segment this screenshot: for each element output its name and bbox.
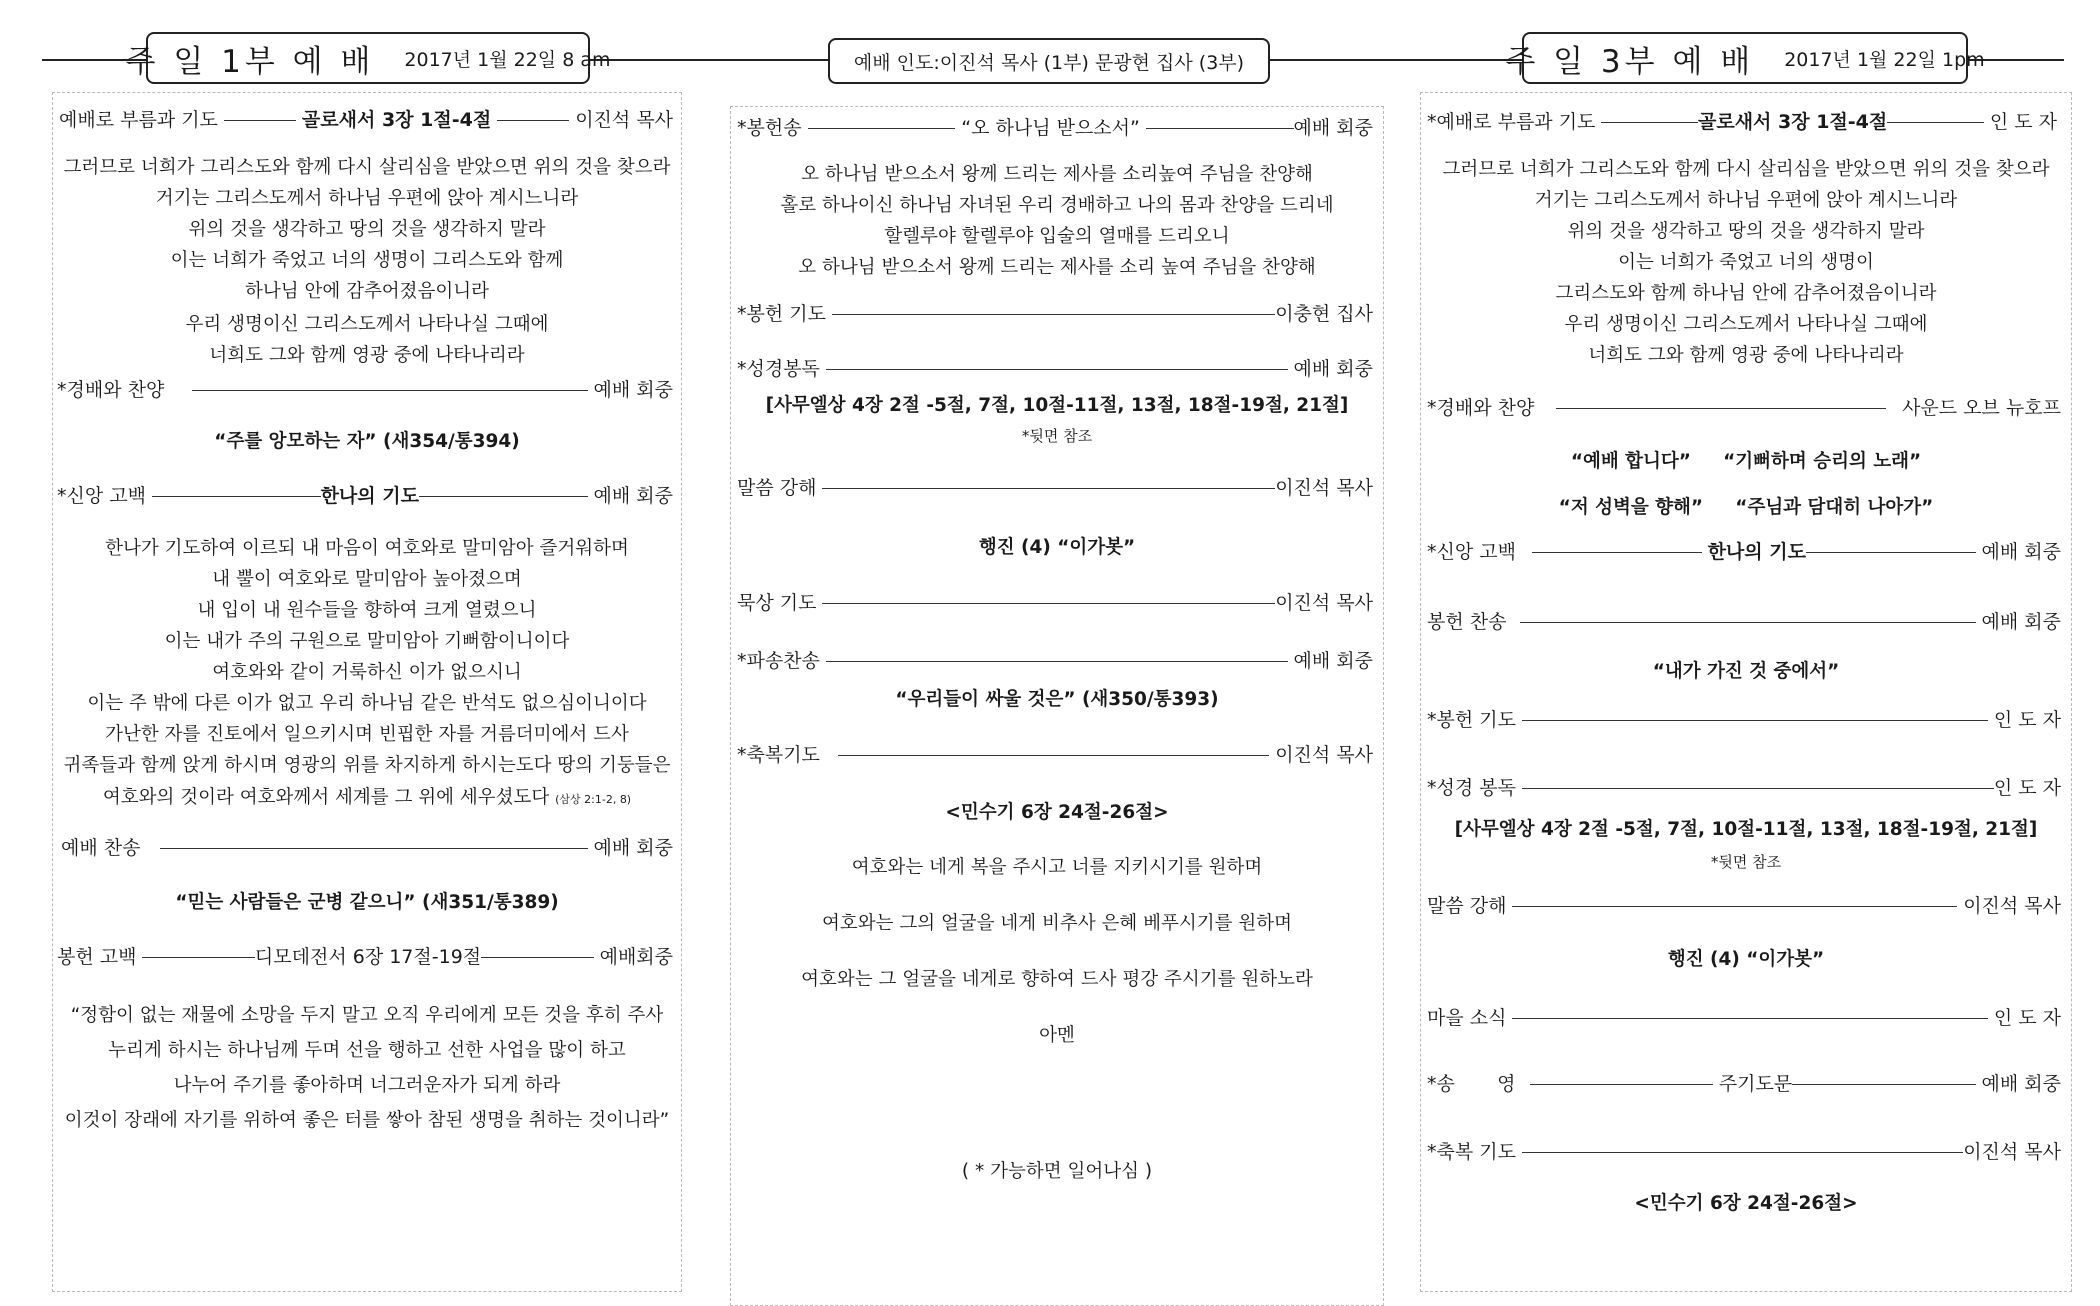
stand-note: ( * 가능하면 일어나심 ) — [961, 1161, 1153, 1182]
silent-prayer-row — [731, 590, 1383, 616]
offering-lyric-line: 오 하나님 받으소서 왕께 드리는 제사를 소리높여 주님을 찬양해 — [801, 164, 1313, 185]
leader-line — [1556, 408, 1886, 409]
benediction-passage: <민수기 6장 24절-26절> — [1634, 1193, 1858, 1214]
leader-line — [497, 120, 569, 121]
sending-hymn-label: *파송찬송 — [737, 650, 820, 672]
leader-line — [1792, 1084, 1975, 1085]
sermon-title: 행진 (4) “이가봇” — [1667, 949, 1825, 970]
creed-row — [53, 483, 681, 509]
benediction-leader: 이진석 목사 — [1275, 744, 1373, 766]
call-text-line: 거기는 그리스도께서 하나님 우편에 앉아 계시느니라 — [1534, 190, 1958, 211]
service3-header — [1505, 32, 1985, 84]
sermon-leader: 이진석 목사 — [1963, 895, 2061, 917]
offering-passage: 디모데전서 6장 17절-19절 — [254, 946, 482, 968]
leader-line — [152, 496, 321, 497]
news-label: 마을 소식 — [1427, 1007, 1507, 1029]
hymn-leader: 예배 회중 — [593, 837, 673, 859]
creed-text-line: 여호와와 같이 거룩하신 이가 없으시니 — [212, 662, 522, 683]
benediction-text-line: 여호와는 네게 복을 주시고 너를 지키시기를 원하며 — [851, 857, 1263, 878]
sermon-title: 행진 (4) “이가봇” — [978, 537, 1136, 558]
praise-label: *경배와 찬양 — [57, 379, 165, 401]
leader-line — [1601, 122, 1698, 123]
leader-line — [1520, 622, 1975, 623]
hymn-row — [53, 835, 681, 861]
benediction-passage: <민수기 6장 24절-26절> — [945, 802, 1169, 823]
offering-text-line: 나누어 주기를 좋아하며 너그러운자가 되게 하라 — [173, 1075, 561, 1096]
creed-text-line: 내 입이 내 원수들을 향하여 크게 열렸으니 — [197, 600, 537, 621]
offering-prayer-row — [1421, 707, 2071, 733]
offering-hymn-song: “내가 가진 것 중에서” — [1652, 661, 1840, 682]
call-label: 예배로 부름과 기도 — [59, 109, 218, 131]
call-passage: 골로새서 3장 1절-4절 — [301, 109, 492, 131]
creed-label: *신앙 고백 — [57, 485, 146, 507]
offering-lyric-line: 할렐루야 할렐루야 입술의 열매를 드리오니 — [884, 226, 1230, 247]
creed-text-last — [53, 785, 681, 813]
leader-line — [1512, 906, 1957, 907]
hymn-label: 예배 찬송 — [61, 837, 141, 859]
header-rule-mid-left — [588, 59, 830, 61]
offering-hymn-label: 봉헌 찬송 — [1427, 611, 1507, 633]
praise-songs-line: “저 성벽을 향해” “주님과 담대히 나아가” — [1558, 497, 1934, 518]
call-text-line: 그리스도와 함께 하나님 안에 감추어졌음이니라 — [1555, 283, 1937, 304]
offering-text-line: 이것이 장래에 자기를 위하여 좋은 터를 쌓아 참된 생명을 취하는 것이니라” — [64, 1110, 670, 1131]
offering-song-leader: 예배 회중 — [1293, 117, 1374, 139]
call-text-line: 우리 생명이신 그리스도께서 나타나실 그때에 — [185, 314, 549, 335]
offering-song-title: “오 하나님 받으소서” — [961, 117, 1140, 139]
service1-date: 2017년 1월 22일 8 am — [404, 48, 611, 71]
offering-prayer-leader: 이충현 집사 — [1275, 303, 1373, 325]
scripture-row — [1421, 775, 2071, 801]
praise-songs-line: “예배 합니다” “기뻐하며 승리의 노래” — [1570, 451, 1922, 472]
leader-line — [1887, 122, 1984, 123]
leader-line — [1532, 552, 1702, 553]
leader-line — [192, 390, 587, 391]
worship-leader-box — [828, 38, 1270, 84]
scripture-row — [731, 356, 1383, 382]
leader-line — [1522, 1152, 1963, 1153]
offering-leader: 예배회중 — [599, 946, 674, 968]
sermon-row — [731, 475, 1383, 501]
offering-lyric-line: 홀로 하나이신 하나님 자녀된 우리 경배하고 나의 몸과 찬양을 드리네 — [780, 195, 1334, 216]
praise-song: “주를 앙모하는 자” (새354/통394) — [214, 431, 520, 452]
leader-line — [1146, 128, 1294, 129]
leader-line — [419, 496, 588, 497]
call-text-line: 너희도 그와 함께 영광 중에 나타나리라 — [1588, 345, 1904, 366]
call-text-line: 그러므로 너희가 그리스도와 함께 다시 살리심을 받았으면 위의 것을 찾으라 — [63, 157, 671, 178]
benediction-label: *축복기도 — [737, 744, 820, 766]
worship-leader-label: 예배 인도: — [853, 51, 940, 74]
call-leader: 인 도 자 — [1989, 111, 2057, 133]
worship-leader-value: 이진석 목사 (1부) 문광현 집사 (3부) — [939, 51, 1245, 74]
leader-line — [1522, 788, 1994, 789]
leader-line — [822, 488, 1275, 489]
call-text-line: 거기는 그리스도께서 하나님 우편에 앉아 계시느니라 — [155, 188, 579, 209]
creed-row — [1421, 539, 2071, 565]
service3-column — [1420, 92, 2072, 1292]
service3-title: 주 일 3부 예 배 — [1505, 43, 1755, 80]
praise-leader: 예배 회중 — [593, 379, 673, 401]
praise-leader: 사운드 오브 뉴호프 — [1902, 397, 2061, 419]
call-text-line: 위의 것을 생각하고 땅의 것을 생각하지 말라 — [188, 219, 546, 240]
benediction-row — [731, 742, 1383, 768]
news-leader: 인 도 자 — [1993, 1007, 2061, 1029]
call-text-line: 하나님 안에 감추어졌음이니라 — [244, 281, 490, 302]
leader-line — [1530, 1084, 1713, 1085]
leader-line — [826, 661, 1288, 662]
creed-title: 한나의 기도 — [320, 485, 419, 507]
leader-line — [1806, 552, 1976, 553]
call-text-line: 이는 너희가 죽었고 너의 생명이 — [1618, 252, 1874, 273]
leader-line — [1522, 720, 1988, 721]
benediction-text-line: 여호와는 그 얼굴을 네게로 향하여 드사 평강 주시기를 원하노라 — [801, 969, 1313, 990]
benediction-row — [1421, 1139, 2071, 1165]
leader-line — [832, 314, 1275, 315]
praise-label: *경배와 찬양 — [1427, 397, 1535, 419]
scripture-note: *뒷면 참조 — [1710, 853, 1782, 871]
call-text-line: 너희도 그와 함께 영광 중에 나타나리라 — [209, 345, 525, 366]
call-text-line: 위의 것을 생각하고 땅의 것을 생각하지 말라 — [1567, 221, 1925, 242]
leader-line — [142, 957, 254, 958]
sending-hymn-leader: 예배 회중 — [1293, 650, 1373, 672]
doxology-title: 주기도문 — [1718, 1073, 1793, 1095]
scripture-leader: 예배 회중 — [1293, 358, 1373, 380]
offering-hymn-leader: 예배 회중 — [1981, 611, 2061, 633]
offering-label: 봉헌 고백 — [57, 946, 137, 968]
creed-label: *신앙 고백 — [1427, 541, 1516, 563]
service1-column — [52, 92, 682, 1292]
offering-song-label: *봉헌송 — [737, 117, 802, 139]
creed-last-text: 여호와의 것이라 여호와께서 세계를 그 위에 세우셨도다 — [102, 787, 550, 808]
service3-date: 2017년 1월 22일 1pm — [1784, 48, 1985, 71]
scripture-label: *성경봉독 — [737, 358, 820, 380]
news-row — [1421, 1005, 2071, 1031]
scripture-label: *성경 봉독 — [1427, 777, 1516, 799]
creed-text-line: 한나가 기도하여 이르되 내 마음이 여호와로 말미암아 즐거워하며 — [105, 538, 629, 559]
call-text-line: 우리 생명이신 그리스도께서 나타나실 그때에 — [1564, 314, 1928, 335]
doxology-row — [1421, 1071, 2071, 1097]
offering-prayer-label: *봉헌 기도 — [1427, 709, 1516, 731]
creed-title: 한나의 기도 — [1707, 541, 1806, 563]
leader-line — [160, 848, 587, 849]
benediction-text-line: 여호와는 그의 얼굴을 네게 비추사 은혜 베푸시기를 원하며 — [821, 913, 1293, 934]
call-text-line: 이는 너희가 죽었고 너의 생명이 그리스도와 함께 — [170, 250, 564, 271]
scripture-passage: [사무엘상 4장 2절 -5절, 7절, 10절-11절, 13절, 18절-19절, 21절] — [1454, 819, 2038, 840]
call-leader: 이진석 목사 — [575, 109, 673, 131]
scripture-note: *뒷면 참조 — [1021, 427, 1093, 445]
call-to-worship-row — [1421, 109, 2071, 135]
creed-leader: 예배 회중 — [1981, 541, 2062, 563]
leader-line — [224, 120, 296, 121]
sermon-row — [1421, 893, 2071, 919]
offering-hymn-row — [1421, 609, 2071, 635]
hymn-song: “믿는 사람들은 군병 같으니” (새351/통389) — [175, 892, 559, 913]
benediction-leader: 이진석 목사 — [1963, 1141, 2061, 1163]
sending-hymn-song: “우리들이 싸울 것은” (새350/통393) — [895, 689, 1219, 710]
sending-hymn-row — [731, 648, 1383, 674]
leader-line — [481, 957, 593, 958]
service1-title: 주 일 1부 예 배 — [125, 43, 375, 80]
praise-row — [1421, 395, 2071, 421]
call-text-line: 그러므로 너희가 그리스도와 함께 다시 살리심을 받았으면 위의 것을 찾으라 — [1442, 159, 2050, 180]
praise-row — [53, 377, 681, 403]
offering-lyric-line: 오 하나님 받으소서 왕께 드리는 제사를 소리 높여 주님을 찬양해 — [798, 257, 1316, 278]
creed-text-line: 이는 내가 주의 구원으로 말미암아 기뻐함이니이다 — [164, 631, 570, 652]
offering-row — [53, 944, 681, 970]
creed-text-line: 이는 주 밖에 다른 이가 없고 우리 하나님 같은 반석도 없으심이니이다 — [87, 693, 647, 714]
offering-text-line: 누리게 하시는 하나님께 두며 선을 행하고 선한 사업을 많이 하고 — [108, 1040, 626, 1061]
service-shared-column — [730, 106, 1384, 1306]
offering-prayer-label: *봉헌 기도 — [737, 303, 826, 325]
sermon-leader: 이진석 목사 — [1275, 477, 1373, 499]
creed-leader: 예배 회중 — [593, 485, 674, 507]
sermon-label: 말씀 강해 — [1427, 895, 1507, 917]
creed-reference: (삼상 2:1-2, 8) — [555, 793, 632, 806]
scripture-leader: 인 도 자 — [1993, 777, 2061, 799]
leader-line — [1512, 1018, 1987, 1019]
creed-text-line: 가난한 자를 진토에서 일으키시며 빈핍한 자를 거름더미에서 드사 — [105, 724, 629, 745]
creed-text-line: 귀족들과 함께 앉게 하시며 영광의 위를 차지하게 하시는도다 땅의 기둥들은 — [63, 755, 671, 776]
benediction-label: *축복 기도 — [1427, 1141, 1516, 1163]
offering-prayer-leader: 인 도 자 — [1993, 709, 2061, 731]
leader-line — [826, 369, 1288, 370]
service1-header — [125, 32, 611, 84]
header-rule-mid-right — [1268, 59, 1524, 61]
silent-prayer-label: 묵상 기도 — [737, 592, 817, 614]
offering-song-row — [731, 115, 1383, 141]
doxology-leader: 예배 회중 — [1981, 1073, 2062, 1095]
leader-line — [822, 603, 1275, 604]
silent-prayer-leader: 이진석 목사 — [1275, 592, 1373, 614]
call-label: *예배로 부름과 기도 — [1427, 111, 1596, 133]
creed-text-line: 내 뿔이 여호와로 말미암아 높아졌으며 — [212, 569, 522, 590]
leader-line — [808, 128, 956, 129]
call-to-worship-row — [53, 107, 681, 133]
scripture-passage: [사무엘상 4장 2절 -5절, 7절, 10절-11절, 13절, 18절-19절, 21절] — [765, 395, 1349, 416]
offering-prayer-row — [731, 301, 1383, 327]
doxology-label: *송 영 — [1427, 1073, 1516, 1095]
leader-line — [838, 755, 1269, 756]
offering-text-line: “정함이 없는 재물에 소망을 두지 말고 오직 우리에게 모든 것을 후히 주사 — [70, 1005, 664, 1026]
amen-line: 아멘 — [1039, 1025, 1075, 1046]
sermon-label: 말씀 강해 — [737, 477, 817, 499]
call-passage: 골로새서 3장 1절-4절 — [1698, 111, 1888, 133]
